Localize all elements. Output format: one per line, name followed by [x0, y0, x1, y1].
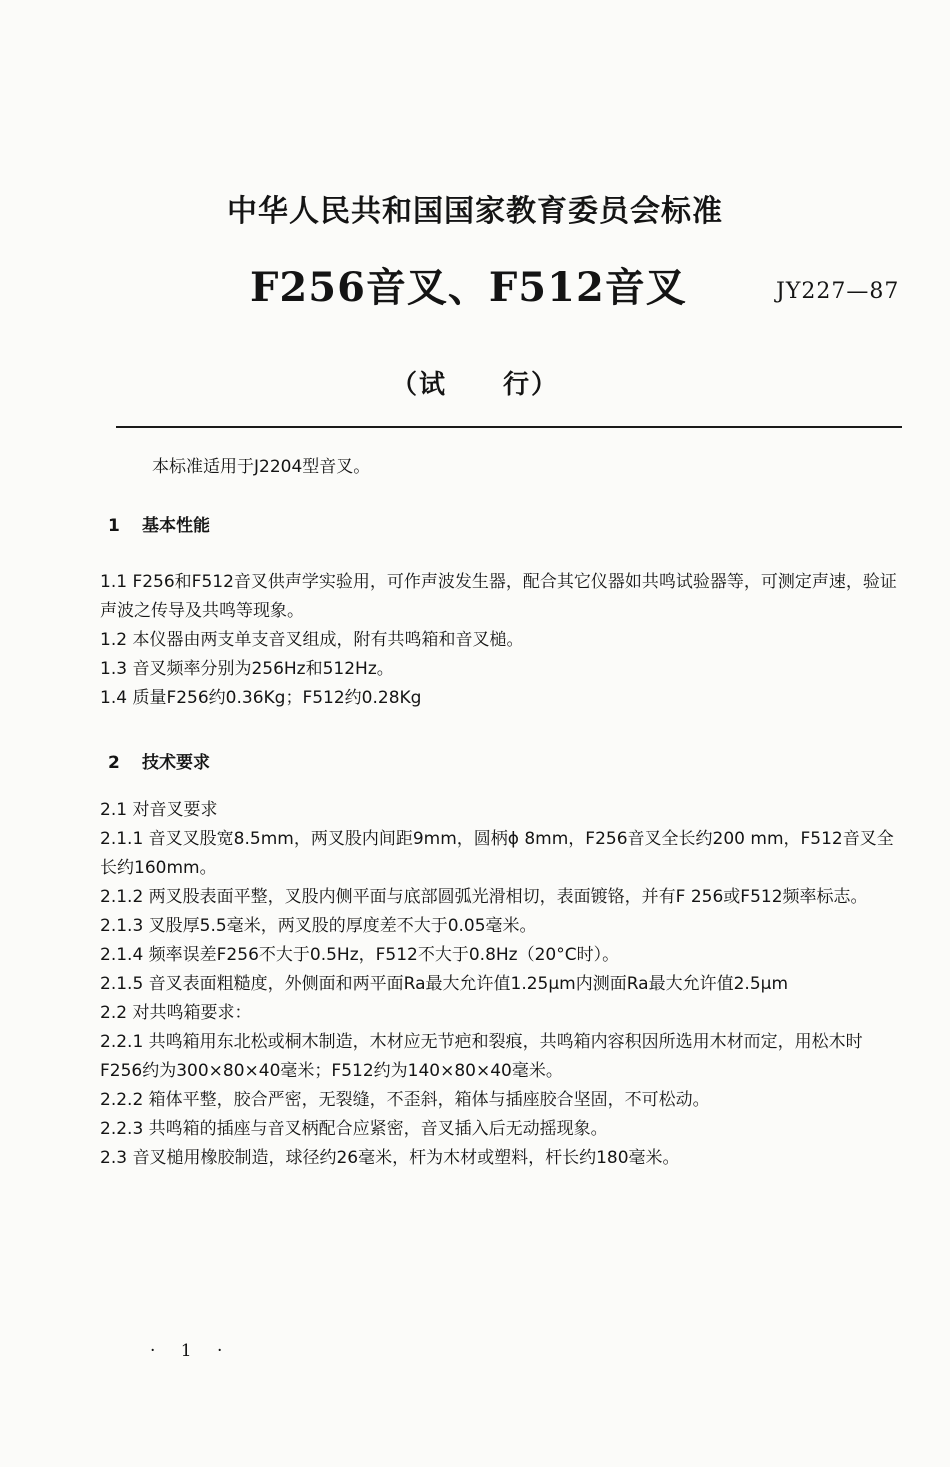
clause-2-2-2: 2.2.2 箱体平整，胶合严密，无裂缝，不歪斜，箱体与插座胶合坚固，不可松动。	[100, 1090, 710, 1110]
section-number: 2	[108, 753, 120, 773]
trial-status: （试 行）	[390, 370, 559, 400]
header-divider	[116, 426, 902, 428]
section-heading-1	[108, 511, 210, 536]
section-title: 技术要求	[142, 753, 210, 773]
clause-2-1-3: 2.1.3 叉股厚5.5毫米，两叉股的厚度差不大于0.05毫米。	[100, 916, 537, 936]
clause-1-2: 1.2 本仪器由两支单支音叉组成，附有共鸣箱和音叉槌。	[100, 630, 524, 650]
section-2-body	[100, 796, 900, 1173]
clause-2-1: 2.1 对音叉要求	[100, 800, 218, 820]
section-1-body	[100, 568, 900, 713]
clause-2-1-5: 2.1.5 音叉表面粗糙度，外侧面和两平面Ra最大允许值1.25μm内测面Ra最大允许值2.5μm	[100, 974, 789, 994]
section-number: 1	[108, 516, 120, 536]
section-heading-2	[108, 748, 210, 773]
clause-2-1-4: 2.1.4 频率误差F256不大于0.5Hz，F512不大于0.8Hz（20°C时）。	[100, 945, 620, 965]
clause-2-1-2: 2.1.2 两叉股表面平整，叉股内侧平面与底部圆弧光滑相切，表面镀铬，并有F 256或F512频率标志。	[100, 887, 868, 907]
clause-2-2-1: 2.2.1 共鸣箱用东北松或桐木制造，木材应无节疤和裂痕，共鸣箱内容积因所选用木材而定，用松木时F256约为300×80×40毫米；F512约为140×80×40毫米。	[100, 1032, 863, 1081]
issuing-organization: 中华人民共和国国家教育委员会标准	[227, 194, 723, 229]
section-title: 基本性能	[142, 516, 210, 536]
clause-1-4: 1.4 质量F256约0.36Kg；F512约0.28Kg	[100, 688, 422, 708]
document-title: F256音叉、F512音叉	[250, 264, 687, 311]
standard-number: JY227—87	[776, 279, 900, 304]
clause-1-3: 1.3 音叉频率分别为256Hz和512Hz。	[100, 659, 394, 679]
clause-2-1-1: 2.1.1 音叉叉股宽8.5mm，两叉股内间距9mm，圆柄ϕ 8mm，F256音叉全长约200 mm，F512音叉全长约160mm。	[100, 829, 894, 878]
scope-statement: 本标准适用于J2204型音叉。	[152, 457, 371, 477]
clause-2-2: 2.2 对共鸣箱要求：	[100, 1003, 252, 1023]
clause-2-3: 2.3 音叉槌用橡胶制造，球径约26毫米，杆为木材或塑料，杆长约180毫米。	[100, 1148, 680, 1168]
clause-2-2-3: 2.2.3 共鸣箱的插座与音叉柄配合应紧密，音叉插入后无动摇现象。	[100, 1119, 608, 1139]
clause-1-1: 1.1 F256和F512音叉供声学实验用，可作声波发生器，配合其它仪器如共鸣试验器等，可测定声速，验证声波之传导及共鸣等现象。	[100, 572, 897, 621]
page-number: · 1 ·	[150, 1341, 233, 1361]
